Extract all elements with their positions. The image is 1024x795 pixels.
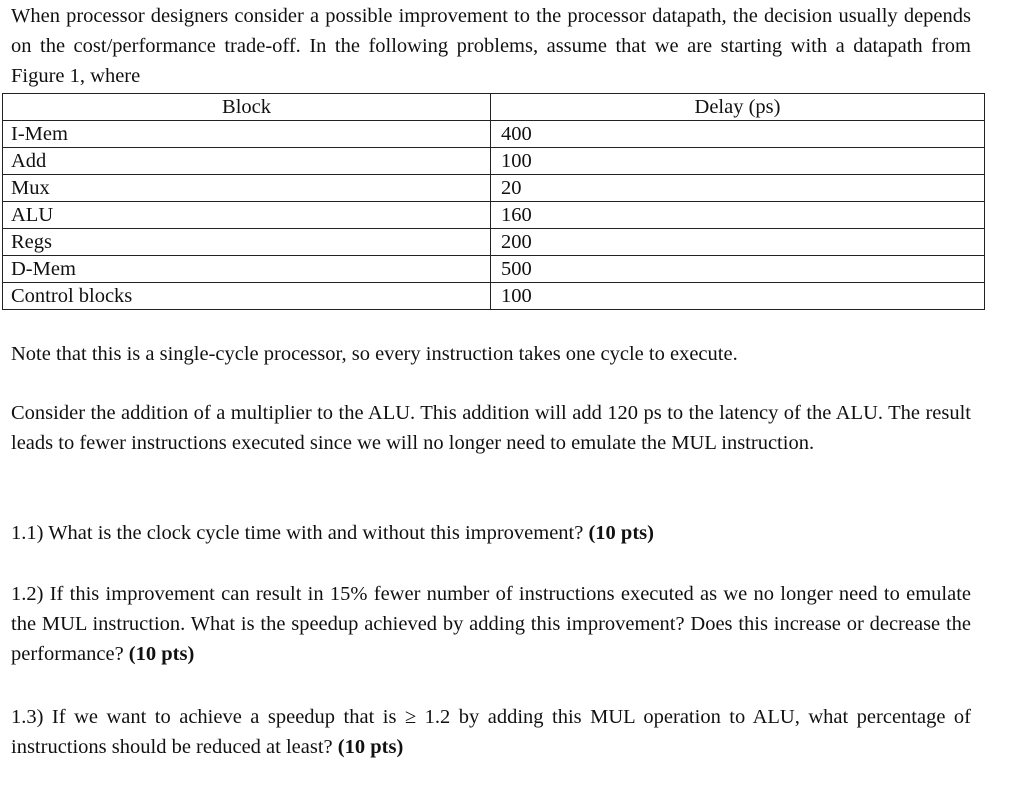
table-header-row: [3, 94, 985, 121]
block-name: D-Mem: [3, 256, 491, 283]
block-delay: 500: [491, 256, 985, 283]
question-1-2: [11, 579, 971, 669]
header-delay: Delay (ps): [491, 94, 985, 121]
block-delay: 100: [491, 283, 985, 310]
block-delay: 20: [491, 175, 985, 202]
block-delay: 160: [491, 202, 985, 229]
table-row: [3, 256, 985, 283]
question-points: (10 pts): [337, 736, 404, 758]
block-delay-table: [2, 93, 985, 310]
table-row: [3, 283, 985, 310]
block-name: Regs: [3, 229, 491, 256]
header-block: Block: [3, 94, 491, 121]
note-paragraph: Note that this is a single-cycle processor, so every instruction takes one cycle to execute.: [11, 343, 738, 365]
table-row: [3, 229, 985, 256]
question-points: (10 pts): [128, 643, 195, 665]
block-name: Mux: [3, 175, 491, 202]
table-row: [3, 175, 985, 202]
intro-paragraph: When processor designers consider a possible improvement to the processor datapath, the decision usually depends on the cost/performance trade-off. In the following problems, assume that we are starting with a datapath from Figure 1, where: [11, 5, 971, 87]
block-name: I-Mem: [3, 121, 491, 148]
question-points: (10 pts): [588, 522, 654, 544]
block-name: Control blocks: [3, 283, 491, 310]
table-row: [3, 121, 985, 148]
block-name: Add: [3, 148, 491, 175]
table-row: [3, 148, 985, 175]
question-text: 1.2) If this improvement can result in 15% fewer number of instructions executed as we no longer need to emulate the MUL instruction. What is the speedup achieved by adding this improvement? Does this increase or decrease the performance?: [11, 583, 971, 665]
block-delay: 200: [491, 229, 985, 256]
table-row: [3, 202, 985, 229]
block-name: ALU: [3, 202, 491, 229]
question-text: 1.3) If we want to achieve a speedup that is ≥ 1.2 by adding this MUL operation to ALU, what percentage of instructions should be reduced at least?: [11, 706, 971, 758]
question-1-3: [11, 702, 971, 762]
block-delay: 100: [491, 148, 985, 175]
block-delay: 400: [491, 121, 985, 148]
question-text: 1.1) What is the clock cycle time with and without this improvement?: [11, 522, 584, 544]
consider-paragraph: Consider the addition of a multiplier to the ALU. This addition will add 120 ps to the latency of the ALU. The result leads to fewer instructions executed since we will no longer need to emulate the MUL instruction.: [11, 402, 971, 454]
question-1-1: [11, 518, 971, 548]
